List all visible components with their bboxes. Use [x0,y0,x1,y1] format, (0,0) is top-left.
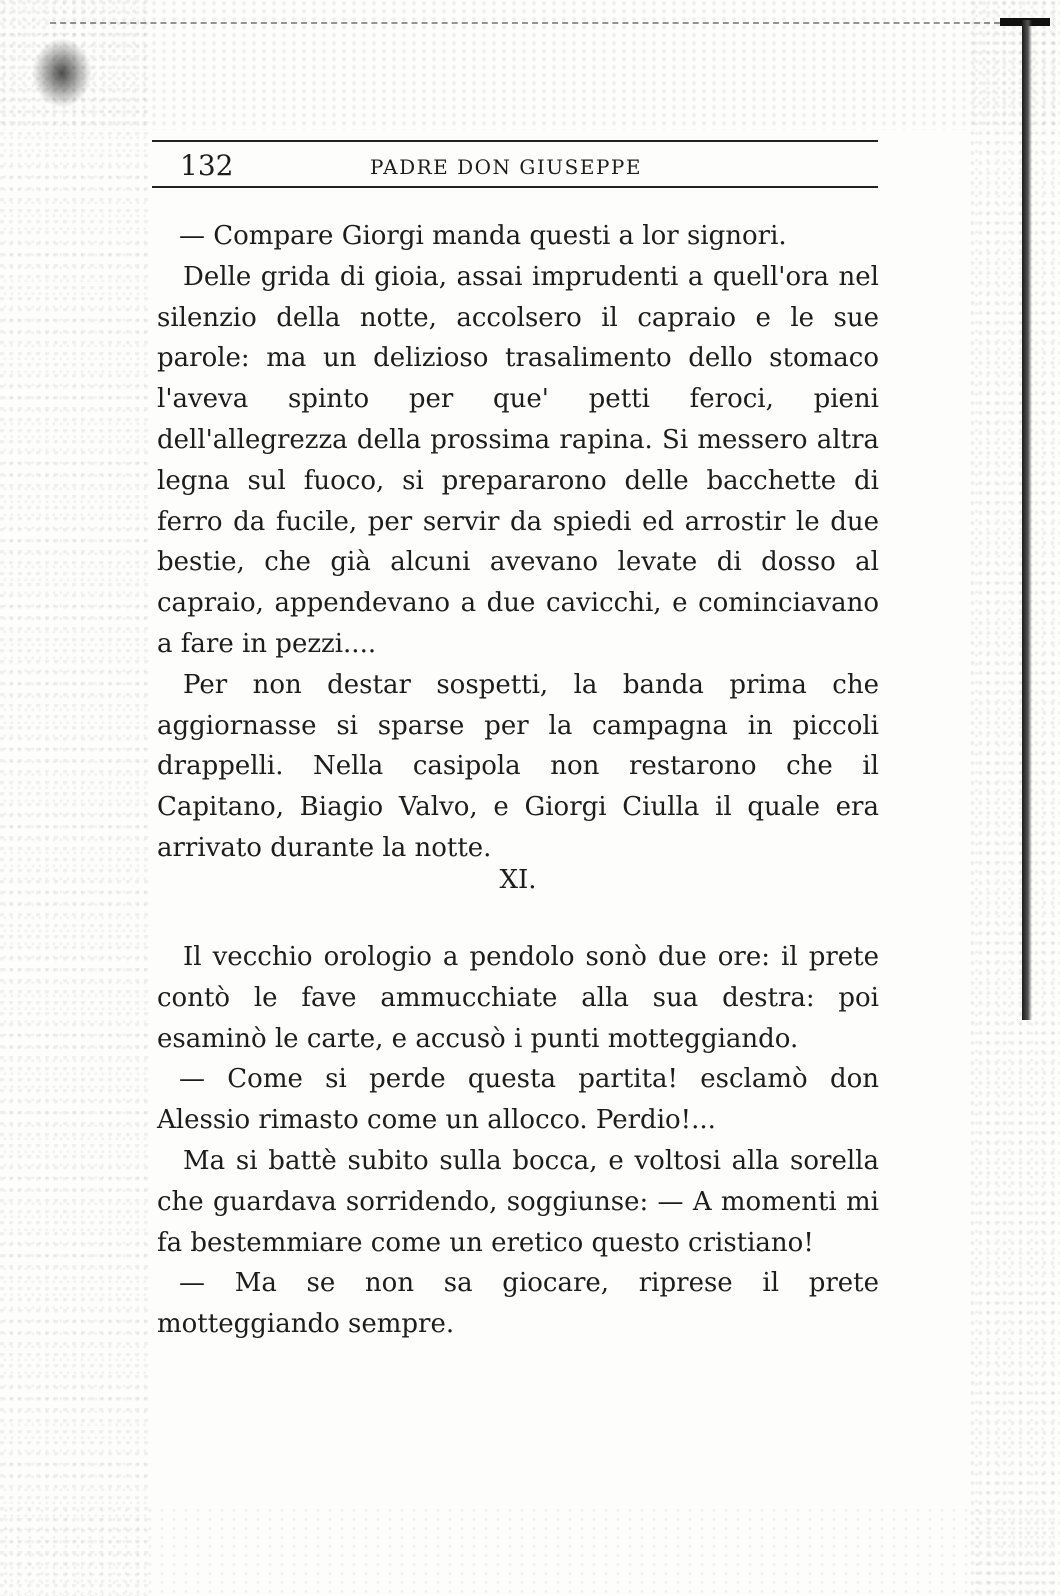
paragraph: — Ma se non sa giocare, riprese il prete motteggiando sempre. [157,1268,879,1340]
scan-noise-right [970,0,1060,1596]
running-header [170,150,870,182]
header-bottom-rule [152,186,878,188]
page-number: 132 [180,149,234,182]
paragraph: Delle grida di gioia, assai imprudenti a quell'ora nel silenzio della notte, accolsero il capraio e le sue parole: ma un delizioso trasalimento dello stomaco l'aveva spinto per que' petti feroci, pieni dell'allegrezza della prossima rapina. Si messero altra legna sul fuoco, si prepararono delle bacchette di ferro da fucile, per servir da spiedi ed arrostir le due bestie, che già alcuni avevano levate di dosso al capraio, appendevano a due cavicchi, e cominciavano a fare in pezzi.... [157,261,879,659]
paragraph: — Compare Giorgi manda questi a lor signori. [179,221,787,251]
scan-noise-top [0,0,1060,130]
running-title: PADRE DON GIUSEPPE [370,155,642,179]
paragraph: Il vecchio orologio a pendolo sonò due ore: il prete contò le fave ammucchiate alla sua destra: poi esaminò le carte, e accusò i punti motteggiando. [157,942,879,1054]
chapter-heading: XI. [499,865,537,895]
paragraph: Per non destar sospetti, la banda prima che aggiornasse si sparse per la campagna in piccoli drappelli. Nella casipola non restarono che il Capitano, Biagio Valvo, e Giorgi Ciulla il quale era arrivato durante la notte. [157,669,879,863]
page-binding-shadow [1022,20,1032,1020]
chapter-text [157,937,879,1345]
scan-noise-bottom [0,1506,1060,1596]
header-top-rule [152,140,878,142]
scan-smudge [32,38,92,108]
body-text [157,216,879,869]
paragraph: Ma si battè subito sulla bocca, e voltosi alla sorella che guardava sorridendo, soggiunse: — A momenti mi fa bestemmiare come un eretico questo cristiano! [157,1145,879,1258]
scan-top-edge-line [50,22,1010,24]
scan-noise-left [0,0,150,1596]
paragraph: — Come si perde questa partita! esclamò don Alessio rimasto come un allocco. Perdio!... [157,1064,879,1136]
